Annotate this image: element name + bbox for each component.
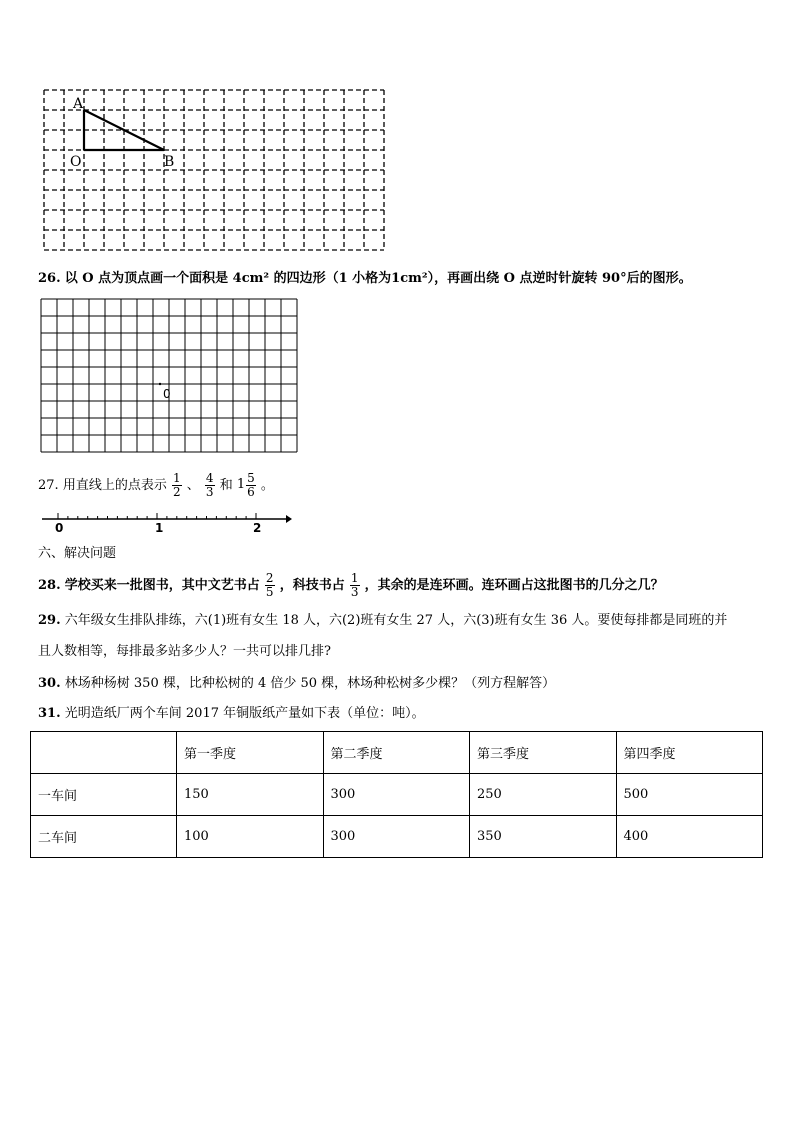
question-text-part: ，科技书占 xyxy=(279,578,345,593)
question-29-line-2: 且人数相等，每排最多站多少人？一共可以排几排? xyxy=(38,644,331,659)
question-text: 用直线上的点表示 xyxy=(62,477,167,493)
fraction-one-half: $\frac{1}{2}$ xyxy=(172,470,181,499)
table-cell: 350 xyxy=(470,816,617,858)
question-text-part: ，其余的是连环画。连环画占这批图书的几分之几？ xyxy=(364,578,664,593)
question-number: 28. xyxy=(38,578,61,593)
question-29 xyxy=(38,613,727,629)
production-table xyxy=(30,731,763,858)
question-26 xyxy=(38,271,692,287)
question-number: 27. xyxy=(38,477,59,493)
number-line-arrow-icon xyxy=(286,515,292,523)
table-cell: 500 xyxy=(616,774,763,816)
question-number: 30. xyxy=(38,676,61,691)
fraction-four-thirds: $\frac{4}{3}$ xyxy=(205,470,214,499)
table-cell: 400 xyxy=(616,816,763,858)
table-header-cell: 第四季度 xyxy=(616,732,763,774)
table-row xyxy=(31,774,763,816)
table-cell: 二车间 xyxy=(31,816,177,858)
separator: 、 xyxy=(186,477,200,493)
question-28 xyxy=(38,568,664,604)
point-label-b: B xyxy=(164,154,175,170)
question-30 xyxy=(38,676,555,692)
question-text: 林场种杨树 350 棵，比种松树的 4 倍少 50 棵，林场种松树多少棵？（列方程解答） xyxy=(64,676,556,691)
fraction-one-third: $\frac{1}{3}$ xyxy=(350,571,359,599)
question-text-line-1: 六年级女生排队排练，六(1)班有女生 18 人，六(2)班有女生 27 人，六(3)班有女生 36 人。要使每排都是同班的并 xyxy=(64,613,728,628)
table-header-row xyxy=(31,732,763,774)
tick-label-1: 1 xyxy=(155,521,164,535)
tick-label-0: 0 xyxy=(55,521,64,535)
question-number: 29. xyxy=(38,613,61,628)
question-31 xyxy=(38,706,425,722)
table-cell: 300 xyxy=(323,816,470,858)
question-number: 26. xyxy=(38,271,61,286)
fraction-two-fifths: $\frac{2}{5}$ xyxy=(265,571,274,599)
grid-point-label: 0 xyxy=(163,387,171,401)
table-header-cell: 第一季度 xyxy=(177,732,324,774)
triangle-grid-figure xyxy=(40,88,385,252)
table-row xyxy=(31,816,763,858)
separator: 和 xyxy=(219,477,233,493)
question-text-part: 学校买来一批图书，其中文艺书占 xyxy=(64,578,260,593)
question-text: 光明造纸厂两个车间 2017 年铜版纸产量如下表（单位：吨）。 xyxy=(64,706,425,721)
period: 。 xyxy=(260,477,274,493)
question-27 xyxy=(38,470,274,501)
table-cell: 150 xyxy=(177,774,324,816)
point-o-dot xyxy=(159,383,161,385)
mixed-number-one-five-sixths: 1 $\frac{5}{6}$ xyxy=(236,470,255,499)
question-text: 以 O 点为顶点画一个面积是 4cm² 的四边形（1 小格为1cm²），再画出绕 O 点逆时针旋转 90°后的图形。 xyxy=(64,271,692,286)
question-number: 31. xyxy=(38,706,61,721)
point-label-o: O xyxy=(70,154,82,170)
point-label-a: A xyxy=(73,96,84,112)
table-header-cell: 第三季度 xyxy=(470,732,617,774)
section-heading: 六、解决问题 xyxy=(38,546,117,561)
tick-label-2: 2 xyxy=(253,521,262,535)
table-cell: 250 xyxy=(470,774,617,816)
table-cell: 300 xyxy=(323,774,470,816)
table-header-cell xyxy=(31,732,177,774)
table-cell: 100 xyxy=(177,816,324,858)
square-grid-figure xyxy=(40,298,302,454)
table-cell: 一车间 xyxy=(31,774,177,816)
table-header-cell: 第二季度 xyxy=(323,732,470,774)
